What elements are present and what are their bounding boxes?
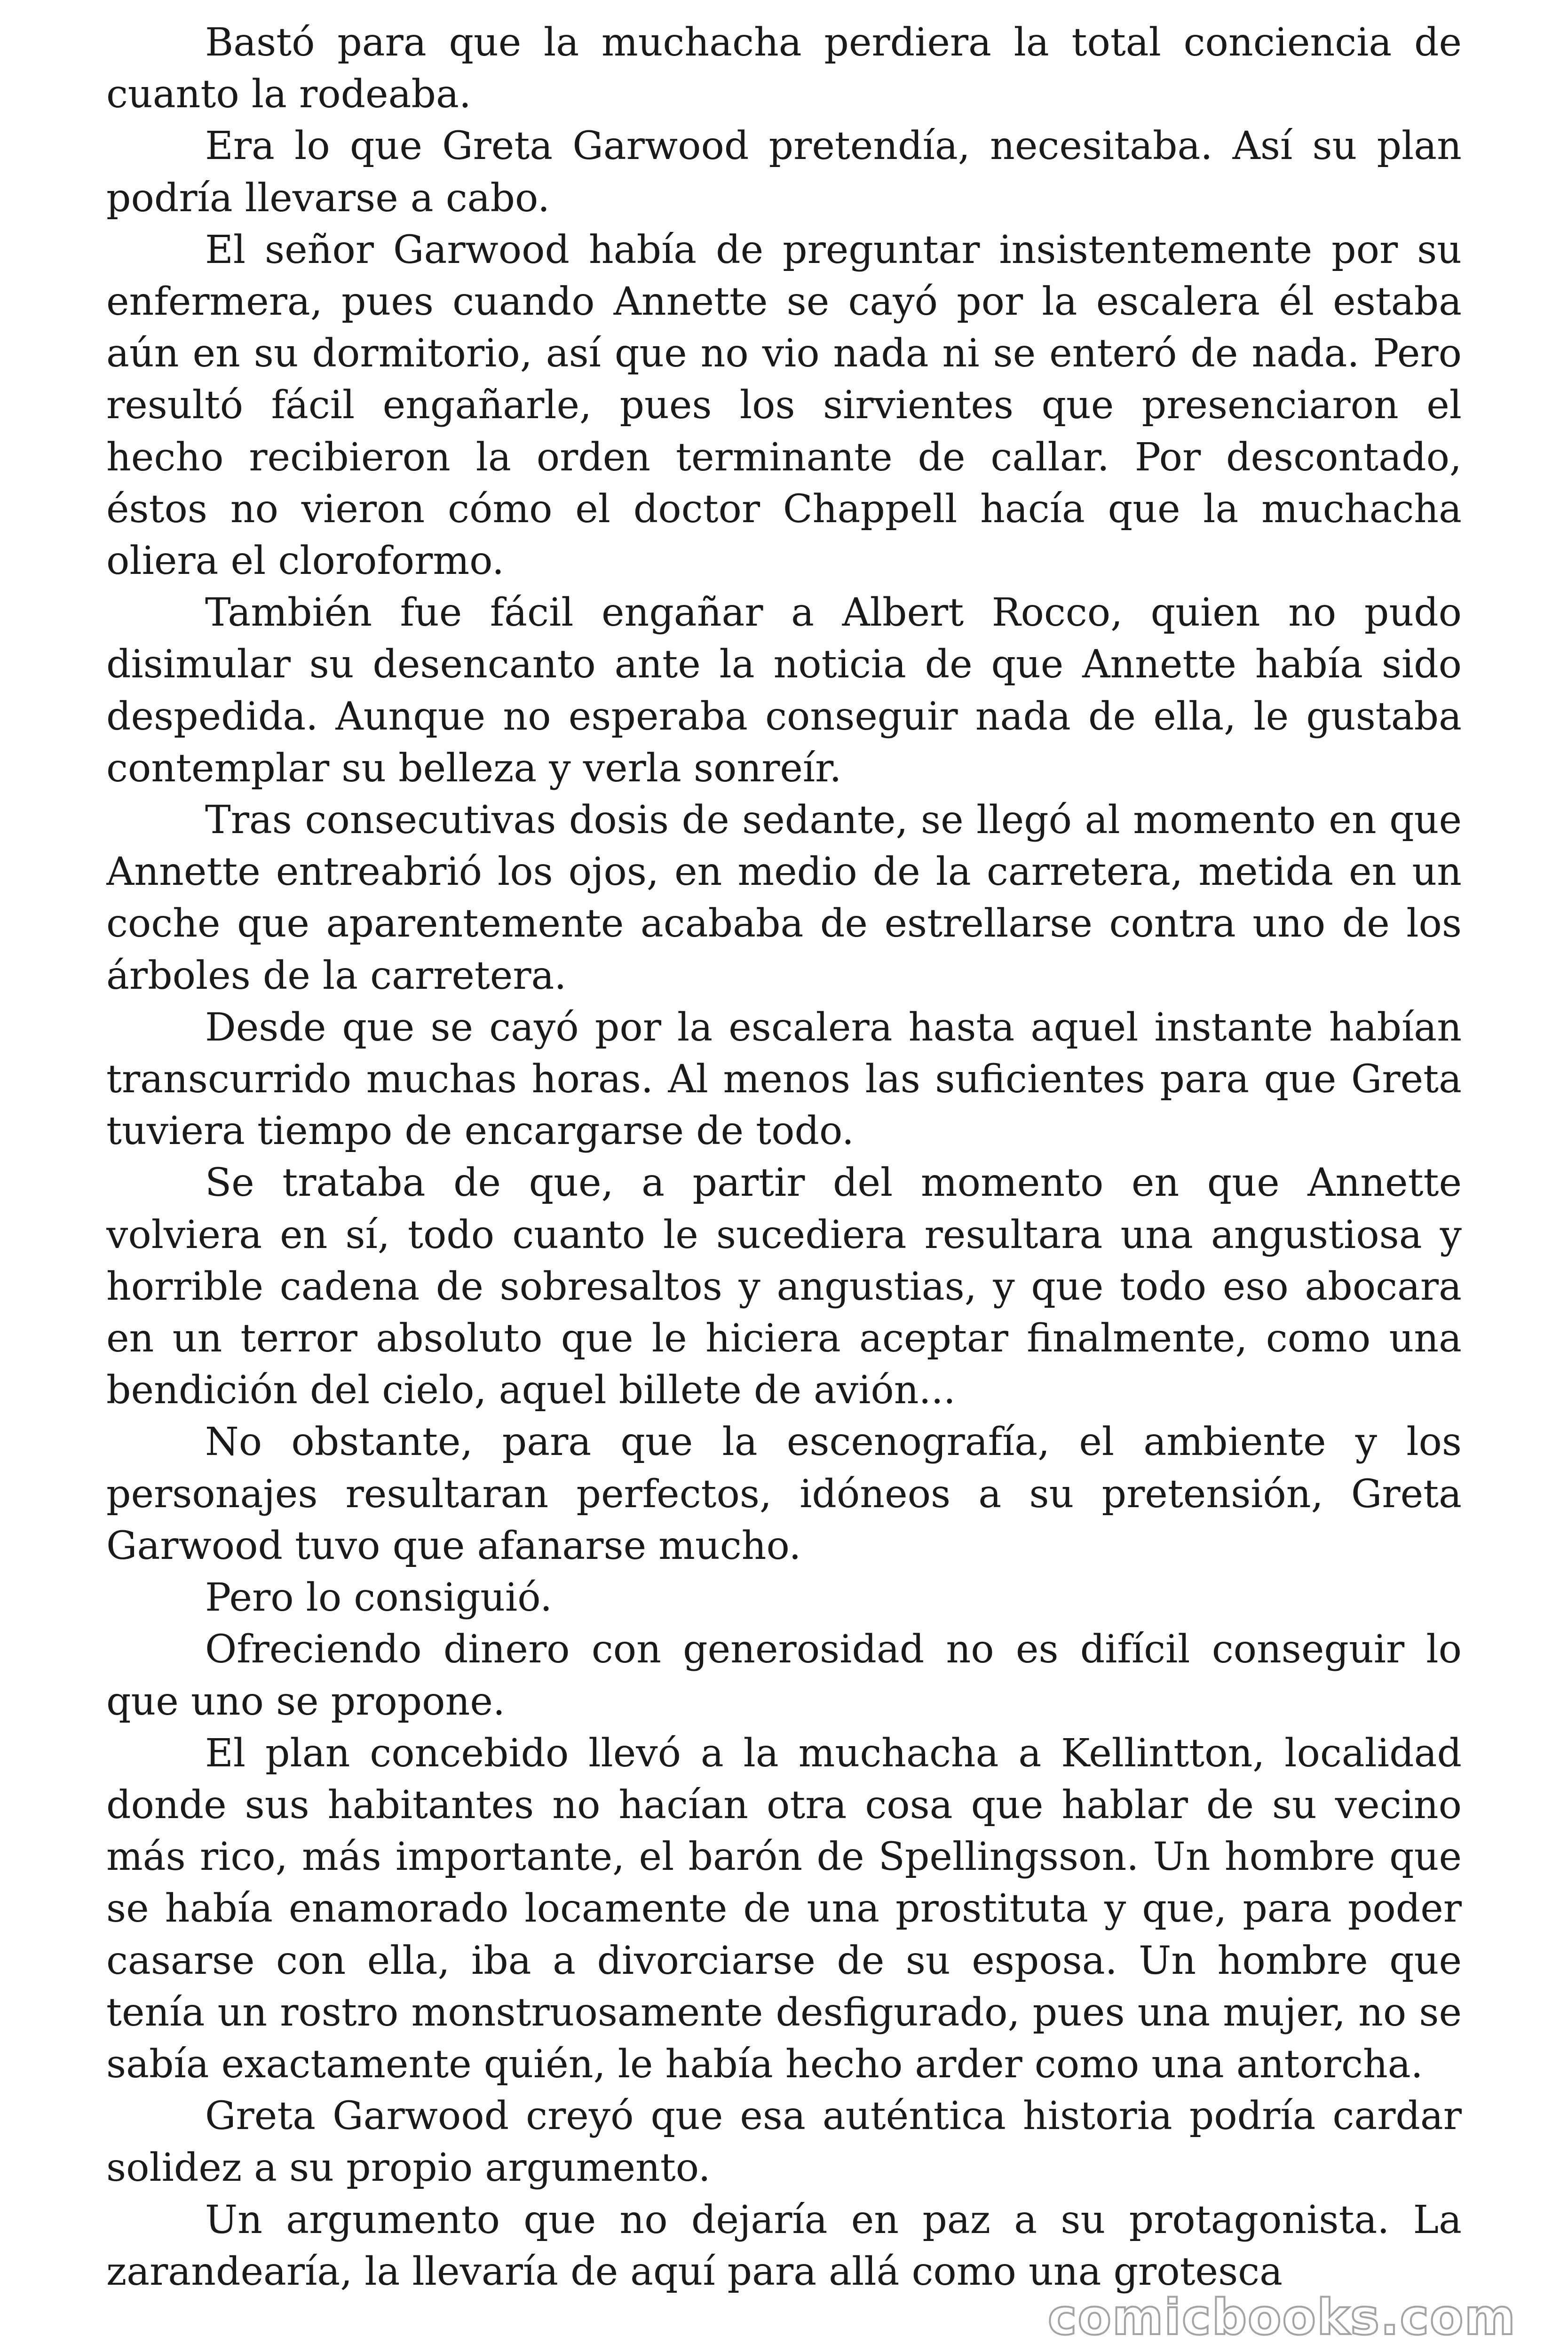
paragraph: Bastó para que la muchacha perdiera la total conciencia de cuanto la rodeaba. (106, 20, 1462, 117)
paragraph: También fue fácil engañar a Albert Rocco, quien no pudo disimular su desencanto ante la noticia de que Annette había sido despedida. Aunque no esperaba conseguir nada de ella, le gustaba contemplar su belleza y verla sonreír. (106, 590, 1462, 791)
paragraph: El plan concebido llevó a la muchacha a Kellintton, localidad donde sus habitantes no hacían otra cosa que hablar de su vecino más rico, más importante, el barón de Spellingsson. Un hombre que se había enamorado locamente de una prostituta y que, para poder casarse con ella, iba a divorciarse de su esposa. Un hombre que tenía un rostro monstruosamente desfigurado, pues una mujer, no se sabía exactamente quién, le había hecho arder como una antorcha. (106, 1731, 1462, 2087)
watermark: comicbooks.com (1047, 2288, 1516, 2346)
paragraph: Desde que se cayó por la escalera hasta aquel instante habían transcurrido muchas horas. Al menos las suficientes para que Greta tuviera tiempo de encargarse de todo. (106, 1005, 1462, 1154)
paragraph: Un argumento que no dejaría en paz a su protagonista. La zarandearía, la llevaría de aquí para allá como una grotesca (106, 2197, 1462, 2294)
paragraph: El señor Garwood había de preguntar insistentemente por su enfermera, pues cuando Annette se cayó por la escalera él estaba aún en su dormitorio, así que no vio nada ni se enteró de nada. Pero resultó fácil engañarle, pues los sirvientes que presenciaron el hecho recibieron la orden terminante de callar. Por descontado, éstos no vieron cómo el doctor Chappell hacía que la muchacha oliera el cloroformo. (106, 227, 1462, 584)
document-page (106, 17, 1462, 2322)
paragraph: Se trataba de que, a partir del momento en que Annette volviera en sí, todo cuanto le sucediera resultara una angustiosa y horrible cadena de sobresaltos y angustias, y que todo eso abocara en un terror absoluto que le hiciera aceptar finalmente, como una bendición del cielo, aquel billete de avión... (106, 1160, 1462, 1413)
paragraph: Era lo que Greta Garwood pretendía, necesitaba. Así su plan podría llevarse a cabo. (106, 124, 1462, 221)
paragraph: Tras consecutivas dosis de sedante, se llegó al momento en que Annette entreabrió los ojos, en medio de la carretera, metida en un coche que aparentemente acababa de estrellarse contra uno de los árboles de la carretera. (106, 798, 1462, 998)
paragraph: Greta Garwood creyó que esa auténtica historia podría cardar solidez a su propio argumento. (106, 2094, 1462, 2191)
paragraph: Ofreciendo dinero con generosidad no es difícil conseguir lo que uno se propone. (106, 1627, 1462, 1724)
paragraph: No obstante, para que la escenografía, el ambiente y los personajes resultaran perfectos, idóneos a su pretensión, Greta Garwood tuvo que afanarse mucho. (106, 1420, 1462, 1568)
paragraph: Pero lo consiguió. (205, 1575, 553, 1621)
